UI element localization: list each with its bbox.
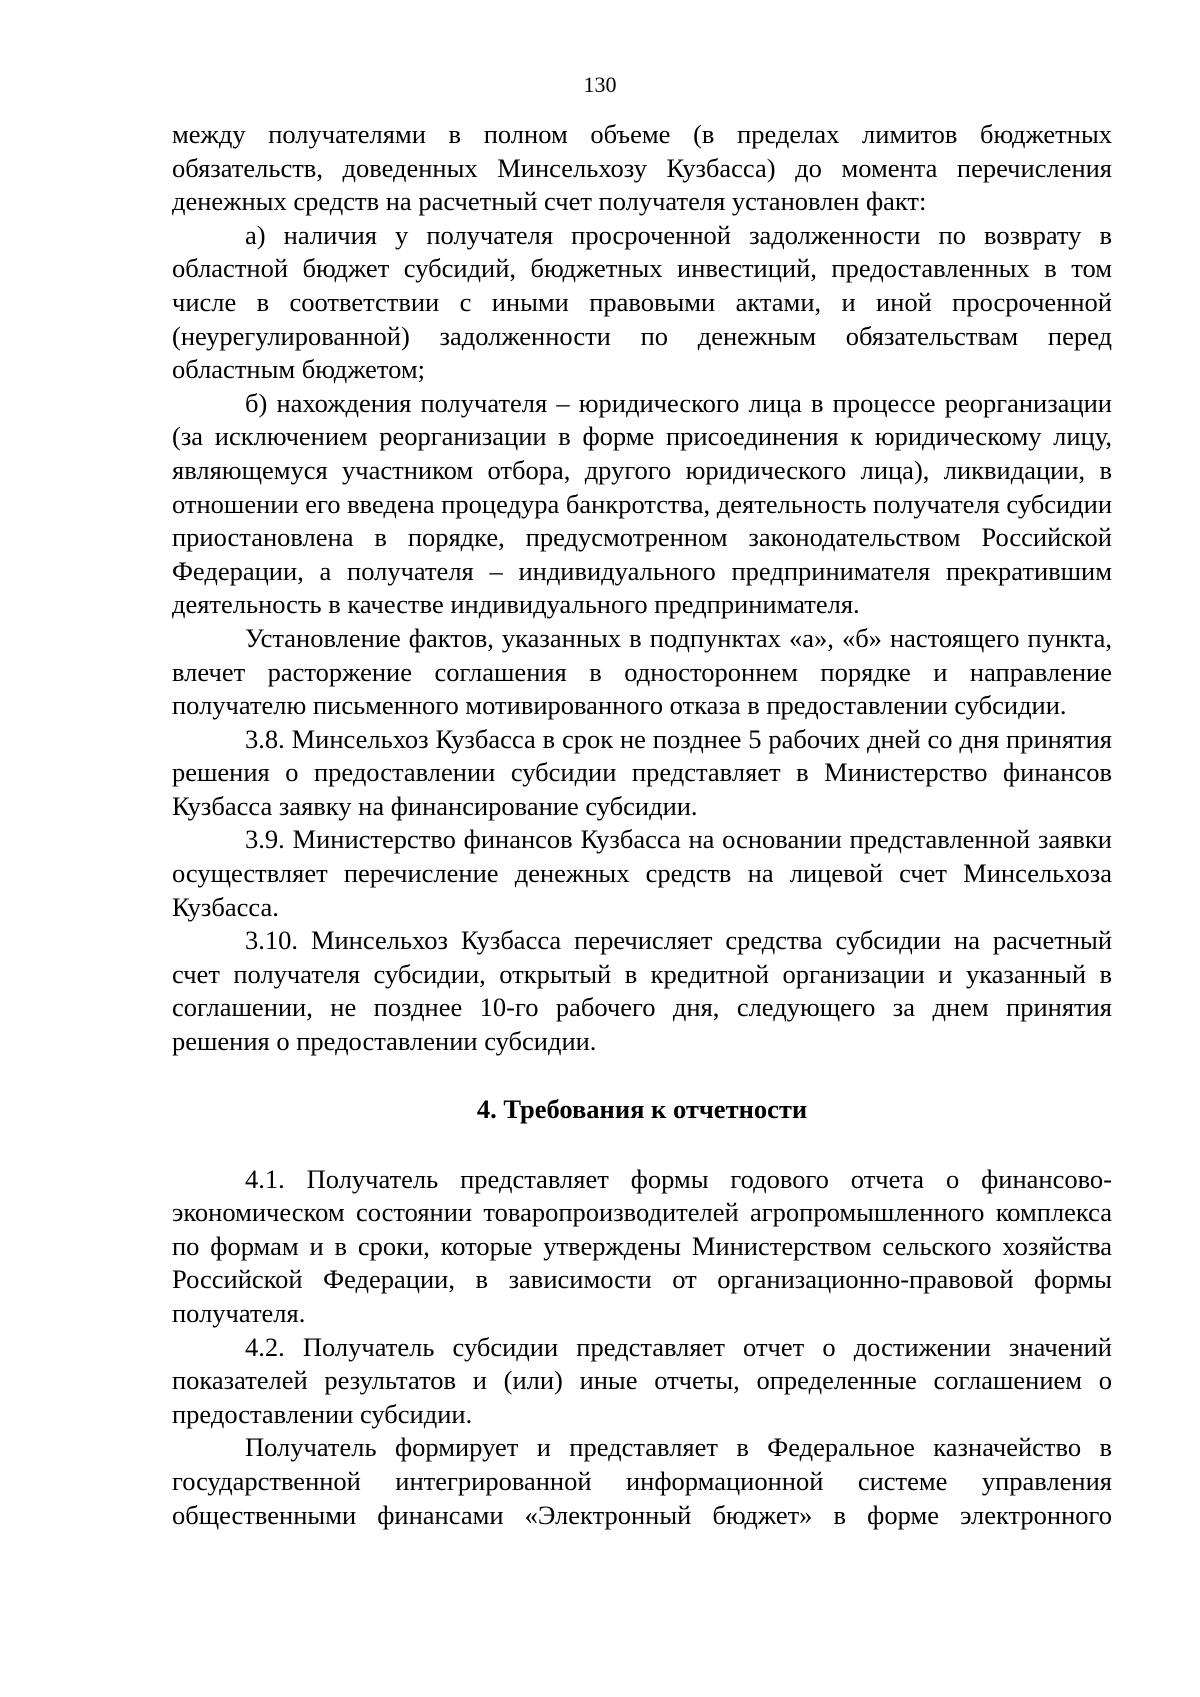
paragraph: между получателями в полном объеме (в пределах лимитов бюджетных обязательств, доведенных Минсельхозу Кузбасса) до момента перечисления денежных средств на расчетный счет получателя установлен факт: [172, 119, 1112, 217]
paragraph-subitem-b: б) нахождения получателя – юридического лица в процессе реорганизации (за исключением реорганизации в форме присоединения к юридическому лицу, являющемуся участником отбора, другого юридического лица), ликвидации, в отношении его введена процедура банкротства, деятельность получателя субсидии приостановлена в порядке, предусмотренном законодательством Российской Федерации, а получателя – индивидуального предпринимателя прекратившим деятельность в качестве индивидуального предпринимателя. [172, 387, 1112, 620]
paragraph-4-1: 4.1. Получатель представляет формы годового отчета о финансово-экономическом состоянии товаропроизводителей агропромышленного комплекса по формам и в сроки, которые утверждены Министерством сельского хозяйства Российской Федерации, в зависимости от организационно-правовой формы получателя. [172, 1163, 1112, 1328]
paragraph-3-9: 3.9. Министерство финансов Кузбасса на основании представленной заявки осуществляет перечисление денежных средств на лицевой счет Минсельхоза Кузбасса. [172, 824, 1112, 922]
page-number: 130 [583, 72, 617, 97]
document-body [172, 118, 1112, 1532]
paragraph: Получатель формирует и представляет в Федеральное казначейство в государственной интегрированной информационной системе управления общественными финансами «Электронный бюджет» в форме электронного [172, 1432, 1112, 1530]
paragraph-subitem-a: а) наличия у получателя просроченной задолженности по возврату в областной бюджет субсидий, бюджетных инвестиций, предоставленных в том числе в соответствии с иными правовыми актами, и иной просроченной (неурегулированной) задолженности по денежным обязательствам перед областным бюджетом; [172, 219, 1112, 385]
paragraph-4-2: 4.2. Получатель субсидии представляет отчет о достижении значений показателей результатов и (или) иные отчеты, определенные соглашением о предоставлении субсидии. [172, 1331, 1112, 1429]
section-heading: 4. Требования к отчетности [476, 1093, 808, 1124]
paragraph-3-10: 3.10. Минсельхоз Кузбасса перечисляет средства субсидии на расчетный счет получателя субсидии, открытый в кредитной организации и указанный в соглашении, не позднее 10-го рабочего дня, следующего за днем принятия решения о предоставлении субсидии. [172, 925, 1112, 1057]
paragraph-3-8: 3.8. Минсельхоз Кузбасса в срок не позднее 5 рабочих дней со дня принятия решения о предоставлении субсидии представляет в Министерство финансов Кузбасса заявку на финансирование субсидии. [172, 723, 1112, 821]
paragraph: Установление фактов, указанных в подпунктах «а», «б» настоящего пункта, влечет расторжение соглашения в одностороннем порядке и направление получателю письменного мотивированного отказа в предоставлении субсидии. [172, 622, 1112, 721]
